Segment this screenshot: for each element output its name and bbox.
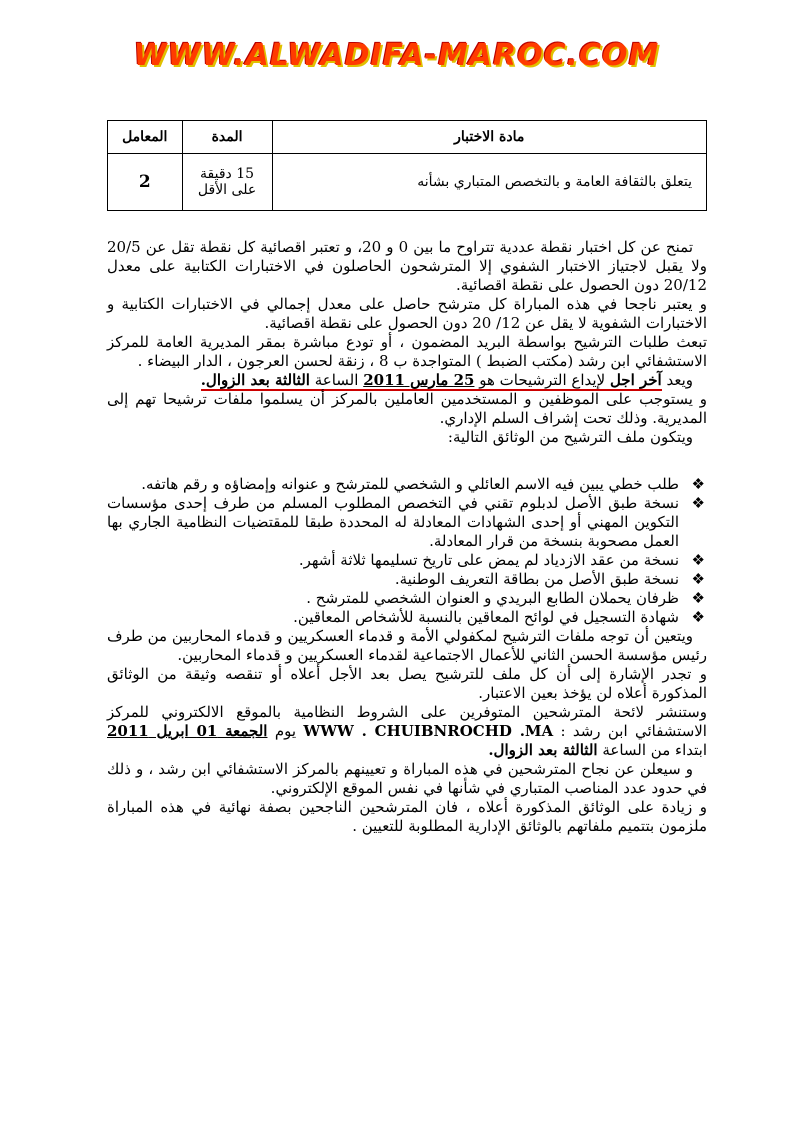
paragraph-results: و سيعلن عن نجاح المترشحين في هذه المباراة و تعيينهم بالمركز الاستشفائي ابن رشد ، و ذلك في حدود عدد المناصب المتباري في شأنها في نفس الموقع الإلكتروني. — [107, 760, 707, 797]
deadline-text-c: لإيداع الترشيحات هو — [479, 371, 606, 389]
list-item-text: نسخة طبق الأصل من بطاقة التعريف الوطنية. — [394, 570, 679, 588]
list-item — [107, 551, 707, 570]
list-item-text: ظرفان يحملان الطابع البريدي و العنوان الشخصي للمترشح . — [306, 589, 679, 607]
paragraph-docs-intro: ويتكون ملف الترشيح من الوثائق التالية: — [447, 428, 693, 446]
list-item — [107, 494, 707, 551]
header-subject: مادة الاختبار — [272, 121, 706, 154]
paragraph-appointment: و زيادة على الوثائق المذكورة أعلاه ، فان المترشحين الناجحين بصفة نهائية في هذه المباراة ملزمون بتتميم ملفاتهم بالوثائق الإدارية المطلوبة للتعيين . — [107, 798, 707, 835]
deadline-time: الثالثة بعد الزوال. — [200, 371, 310, 389]
cell-coefficient: 2 — [108, 154, 183, 211]
header-coefficient: المعامل — [108, 121, 183, 154]
table-row — [108, 154, 707, 211]
duration-line-2: على الأقل — [197, 182, 257, 198]
paragraph-scoring: تمنح عن كل اختبار نقطة عددية تتراوح ما بين 0 و 20، و تعتبر اقصائية كل نقطة تقل عن 20/5 ولا يقبل لاجتياز الاختبار الشفوي إلا المترشحون الحاصلون في الاختبارات الكتابية على معدل 20/12 دون الحصول على نقطة اقصائية. — [107, 238, 707, 294]
diamond-bullet-icon: ❖ — [691, 551, 705, 569]
publication-time: الثالثة بعد الزوال. — [488, 741, 598, 759]
paragraph-submission: تبعث طلبات الترشيح بواسطة البريد المضمون ، أو تودع مباشرة بمقر المديرية العامة للمركز الاستشفائي ابن رشد (مكتب الضبط ) المتواجدة ب 8 ، زنقة لحسن العرجون ، الدار البيضاء . — [107, 333, 707, 370]
duration-line-1: 15 دقيقة — [200, 166, 255, 182]
website-url: WWW . CHUIBNROCHD .MA — [303, 722, 554, 740]
deadline-underlined — [201, 371, 662, 391]
list-item — [107, 570, 707, 589]
diamond-bullet-icon: ❖ — [691, 475, 705, 493]
publication-text-a: وستنشر لائحة المترشحين المتوفرين على الشروط النظامية بالموقع الالكتروني للمركز الاستشفائي ابن رشد : — [107, 703, 707, 740]
deadline-text-e: الساعة — [314, 371, 359, 389]
deadline-label: آخر اجل — [609, 371, 662, 389]
list-item — [107, 475, 707, 494]
deadline-text-a: ويعد — [666, 371, 693, 389]
table-header-row — [108, 121, 707, 154]
list-item-text: طلب خطي يبين فيه الاسم العائلي و الشخصي للمترشح و عنوانه وإمضاؤه و رقم هاتفه. — [141, 475, 679, 493]
list-item-text: نسخة طبق الأصل لدبلوم تقني في التخصص المطلوب المسلم من طرف إحدى مؤسسات التكوين المهني أو إحدى الشهادات المعادلة له المحددة طبقا للمقتضيات النظامية الجاري بها العمل مصحوبة بنسخة من قرار المعادلة. — [107, 494, 679, 550]
site-watermark-header: WWW.ALWADIFA-MAROC.COM — [133, 38, 660, 73]
list-item-text: شهادة التسجيل في لوائح المعاقين بالنسبة للأشخاص المعاقين. — [293, 608, 679, 626]
publication-text-b: يوم — [274, 722, 297, 740]
cell-duration — [182, 154, 272, 211]
publication-text-d: ابتداء من الساعة — [602, 741, 707, 759]
header-duration: المدة — [182, 121, 272, 154]
paragraph-late-files: و تجدر الإشارة إلى أن كل ملف للترشيح يصل بعد الأجل أعلاه أو تنقصه وثيقة من الوثائق المذكورة أعلاه لن يؤخذ بعين الاعتبار. — [107, 665, 707, 702]
list-item-text: نسخة من عقد الازدياد لم يمض على تاريخ تسليمها ثلاثة أشهر. — [298, 551, 679, 569]
paragraph-success: و يعتبر ناجحا في هذه المباراة كل مترشح حاصل على معدل إجمالي في الاختبارات الكتابية و الاختبارات الشفوية لا يقل عن 12/ 20 دون الحصول على نقطة اقصائية. — [107, 295, 707, 332]
paragraph-employees: و يستوجب على الموظفين و المستخدمين العاملين بالمركز أن يسلموا ملفات ترشيحا تهم إلى المديرية. وذلك تحت إشراف السلم الإداري. — [107, 390, 707, 427]
diamond-bullet-icon: ❖ — [691, 608, 705, 626]
deadline-date: 25 مارس 2011 — [363, 371, 475, 389]
paragraph-veterans: ويتعين أن توجه ملفات الترشيح لمكفولي الأمة و قدماء العسكريين و قدماء المحاربين من طرف رئيس مؤسسة الحسن الثاني للأعمال الاجتماعية لقدماء العسكريين و قدماء المحاربين. — [107, 627, 707, 664]
documents-list — [107, 475, 707, 627]
diamond-bullet-icon: ❖ — [691, 589, 705, 607]
exam-table — [107, 120, 707, 211]
cell-subject: يتعلق بالثقافة العامة و بالتخصص المتباري بشأنه — [272, 154, 706, 211]
diamond-bullet-icon: ❖ — [691, 570, 705, 588]
list-item — [107, 589, 707, 608]
publication-date: الجمعة 01 ابريل 2011 — [107, 722, 268, 740]
paragraph-publication — [107, 703, 707, 760]
document-body — [107, 238, 707, 836]
paragraph-deadline — [107, 371, 707, 390]
diamond-bullet-icon: ❖ — [691, 494, 705, 512]
list-item — [107, 608, 707, 627]
